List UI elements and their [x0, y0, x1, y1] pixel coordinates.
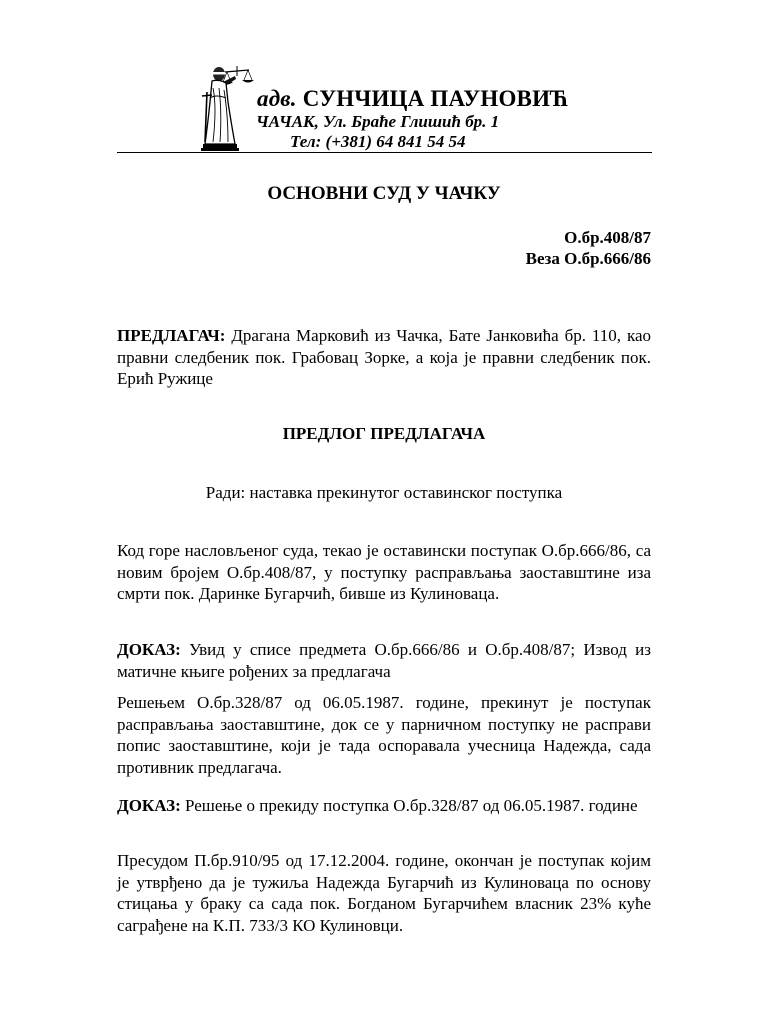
- related-case-number: Веза О.бр.666/86: [525, 249, 651, 268]
- lawyer-full-name: СУНЧИЦА ПАУНОВИЋ: [302, 86, 569, 111]
- paragraph-judgment: Пресудом П.бр.910/95 од 17.12.2004. године, окончан је поступак којим је утврђено да је тужиља Надежда Бугарчић из Кулиновацa по основу стицања у браку са сада пок. Богданом Бугарчићем власник 23% куће саграђене на К.П. 733/3 КО Кулиновци.: [117, 851, 651, 935]
- lawyer-address: ЧАЧАК, Ул. Браће Глишић бр. 1: [256, 112, 500, 131]
- lawyer-title-prefix: адв.: [257, 86, 297, 111]
- lawyer-name: [257, 86, 569, 112]
- proposer-paragraph: [117, 325, 651, 390]
- paragraph-proceedings: Код горе насловљеног суда, текао је оставински поступак О.бр.666/86, са новим бројем О.бр.408/87, у поступку расправљања заоставштине иза смрти пок. Даринке Бугарчић, бивше из Кулиновацa.: [117, 541, 651, 603]
- letterhead: [117, 60, 652, 153]
- evidence-paragraph-2: [117, 795, 651, 817]
- document-title: ПРЕДЛОГ ПРЕДЛАГАЧА: [282, 424, 486, 443]
- letterhead-divider: [117, 152, 652, 153]
- evidence-paragraph-1: [117, 639, 651, 682]
- case-number: О.бр.408/87: [564, 228, 651, 247]
- evidence-text-1: Увид у списе предмета О.бр.666/86 и О.бр.408/87; Извод из матичне књиге рођених за предлагача: [117, 640, 651, 681]
- evidence-label-2: ДОКАЗ:: [117, 796, 181, 815]
- evidence-text-2: Решење о прекиду поступка О.бр.328/87 од 06.05.1987. године: [180, 796, 638, 815]
- lady-justice-logo-icon: [199, 62, 257, 152]
- evidence-label-1: ДОКАЗ:: [117, 640, 181, 659]
- lawyer-phone: Тел: (+381) 64 841 54 54: [290, 132, 466, 151]
- court-name: ОСНОВНИ СУД У ЧАЧКУ: [267, 183, 501, 204]
- proposer-text: Драгана Марковић из Чачка, Бате Јанковића бр. 110, као правни следбеник пок. Грабовац Зорке, а која је правни следбеник пок. Ерић Ружице: [117, 326, 651, 388]
- paragraph-suspension: Решењем О.бр.328/87 од 06.05.1987. године, прекинут је поступак расправљања заоставштине, док се у парничном поступку не расправи попис заоставштине, који је тада оспоравала учесница Надежда, сада противник предлагача.: [117, 693, 651, 777]
- proposer-label: ПРЕДЛАГАЧ:: [117, 326, 226, 345]
- document-subject: Ради: наставка прекинутог оставинског поступка: [205, 483, 563, 502]
